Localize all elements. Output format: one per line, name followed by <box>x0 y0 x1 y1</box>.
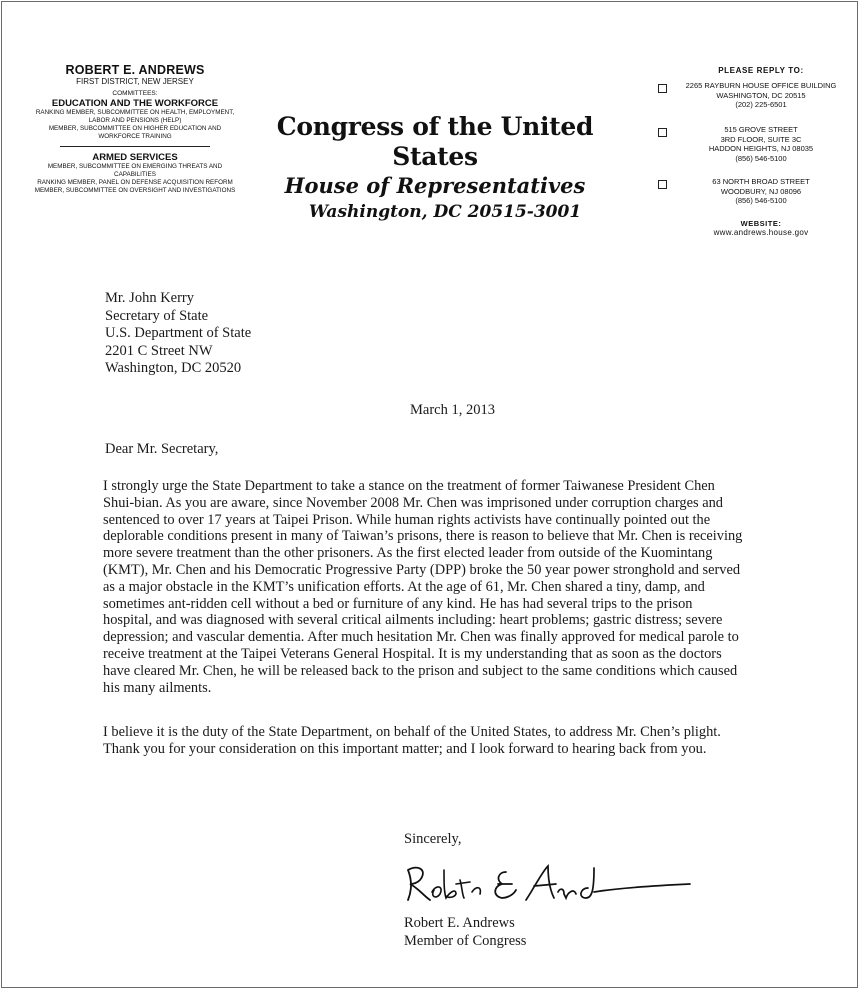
committee-armed-services: ARMED SERVICES <box>92 151 178 163</box>
committees-label: COMMITTEES: <box>112 89 158 97</box>
committee-armed-services-role-2: RANKING MEMBER, PANEL ON DEFENSE ACQUISITION REFORM <box>37 178 233 186</box>
office-washington <box>650 81 850 121</box>
body-paragraph-2: I believe it is the duty of the State Department, on behalf of the United States, to address Mr. Chen’s plight. Thank you for your consideration on this important matter; and I look forward to hearing back from you. <box>103 724 721 757</box>
office-haddon-heights <box>650 125 850 175</box>
member-name: ROBERT E. ANDREWS <box>65 63 205 77</box>
addressee-line-2: Secretary of State <box>105 307 209 324</box>
office-haddon-heights-line-3: HADDON HEIGHTS, NJ 08035 <box>708 144 814 153</box>
committee-education-role-1: RANKING MEMBER, SUBCOMMITTEE ON HEALTH, EMPLOYMENT, LABOR AND PENSIONS (HELP) <box>35 108 235 124</box>
office-woodbury-line-2: WOODBURY, NJ 08096 <box>720 186 802 196</box>
letter-date: March 1, 2013 <box>410 402 495 418</box>
committee-armed-services-role-3: MEMBER, SUBCOMMITTEE ON OVERSIGHT AND INVESTIGATIONS <box>34 186 236 194</box>
office-haddon-heights-line-4: (856) 546-5100 <box>735 153 787 163</box>
committee-education-role-2: MEMBER, SUBCOMMITTEE ON HIGHER EDUCATION AND WORKFORCE TRAINING <box>48 124 222 140</box>
office-woodbury-checkbox <box>658 180 667 189</box>
salutation: Dear Mr. Secretary, <box>105 441 219 457</box>
addressee-line-5: Washington, DC 20520 <box>105 360 242 376</box>
addressee-line-1: Mr. John Kerry <box>105 290 195 306</box>
body-paragraph-1: I strongly urge the State Department to take a stance on the treatment of former Taiwanese President Chen Shui-bian. As you are aware, since November 2008 Mr. Chen was imprisoned under corruption charges and sentenced to over 17 years at Taipei Prison. While human rights activists have continually pointed out the deplorable conditions present in many of Taiwan’s prisons, there is reason to believe that Mr. Chen is receiving more severe treatment than the other prisoners. As the first elected leader from outside of the Kuomintang (KMT), Mr. Chen and his Democratic Progressive Party (DPP) broke the 50 year power stronghold and served as a major obstacle in the KMT’s unification efforts. At the age of 61, Mr. Chen shared a tiny, damp, and sometimes ant-ridden cell without a bed or furniture of any kind. He has had several trips to the prison hospital, and was diagnosed with several critical ailments including: heart problems; gastric distress; severe depression; and vascular dementia. After much hesitation Mr. Chen was finally approved for medical parole to receive treatment at the Taipei Veterans General Hospital. It is my understanding that as soon as the doctors have cleared Mr. Chen, he will be released back to the prison and subject to the same conditions which caused his many ailments. <box>103 478 743 696</box>
addressee-line-4: 2201 C Street NW <box>105 342 213 359</box>
letterhead-center <box>240 112 630 225</box>
addressee-line-3: U.S. Department of State <box>105 325 252 341</box>
office-haddon-heights-line-2: 3RD FLOOR, SUITE 3C <box>720 134 802 144</box>
congress-heading: Congress of the United States <box>276 112 594 171</box>
closing: Sincerely, <box>404 831 462 847</box>
office-woodbury-line-1: 63 NORTH BROAD STREET <box>712 177 810 186</box>
addressee-block <box>105 290 251 378</box>
committee-armed-services-role-1: MEMBER, SUBCOMMITTEE ON EMERGING THREATS AND CAPABILITIES <box>47 162 223 178</box>
office-washington-line-2: WASHINGTON, DC 20515 <box>716 90 806 100</box>
website-url: www.andrews.house.gov <box>713 228 809 237</box>
signer-title: Member of Congress <box>404 933 527 949</box>
signer-name: Robert E. Andrews <box>404 915 515 931</box>
office-woodbury <box>650 177 850 217</box>
reply-to-title: PLEASE REPLY TO: <box>718 66 804 75</box>
office-washington-checkbox <box>658 84 667 93</box>
office-woodbury-line-3: (856) 546-5100 <box>735 196 787 205</box>
website-title: WEBSITE: <box>740 219 782 228</box>
office-haddon-heights-checkbox <box>658 128 667 137</box>
district-label: FIRST DISTRICT, NEW JERSEY <box>76 77 194 86</box>
washington-heading: Washington, DC 20515-3001 <box>308 202 582 222</box>
handwritten-signature <box>398 858 698 908</box>
signer-block <box>404 914 526 950</box>
letterhead-right-column <box>650 66 850 237</box>
office-washington-line-3: (202) 225-6501 <box>735 100 787 109</box>
office-washington-line-1: 2265 RAYBURN HOUSE OFFICE BUILDING <box>685 81 837 90</box>
house-heading: House of Representatives <box>284 173 586 198</box>
letterhead-divider <box>60 146 210 147</box>
office-haddon-heights-line-1: 515 GROVE STREET <box>724 125 798 134</box>
letterhead-left-column <box>30 63 240 195</box>
committee-education: EDUCATION AND THE WORKFORCE <box>51 97 219 109</box>
